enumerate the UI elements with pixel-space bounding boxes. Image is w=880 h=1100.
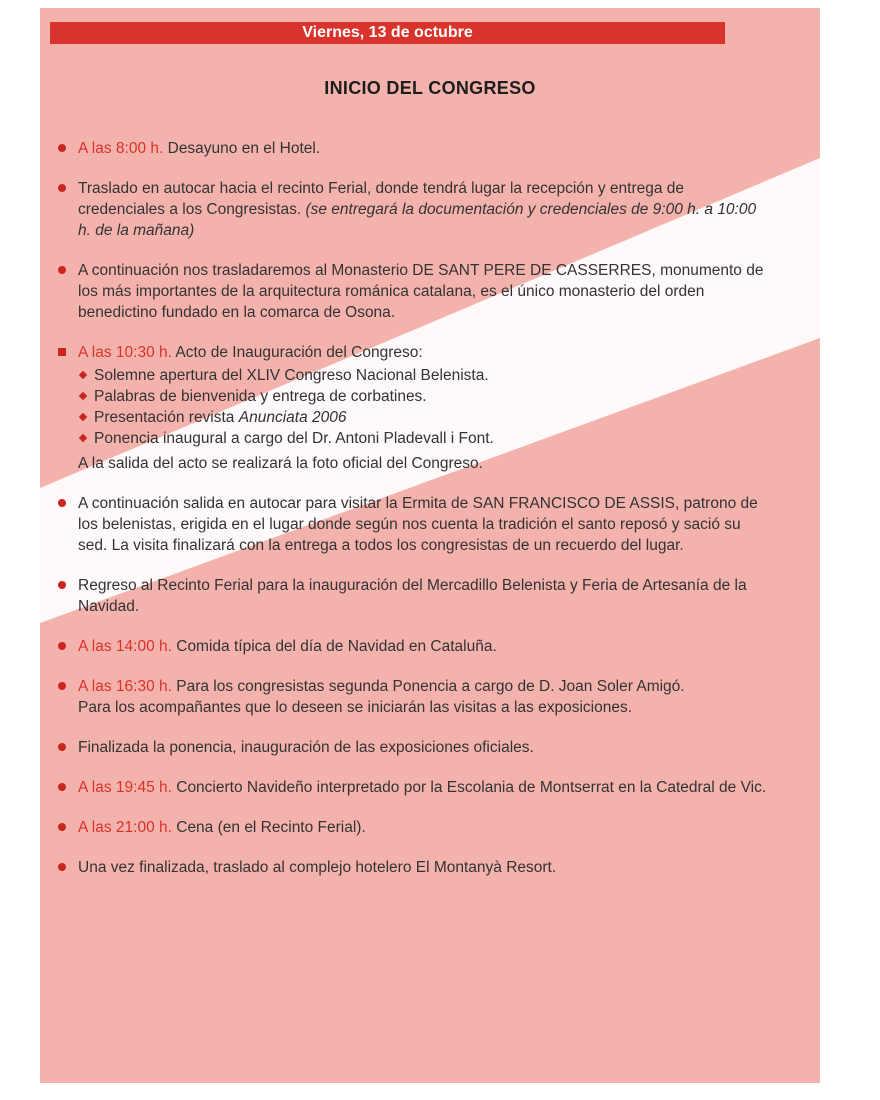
item-time: A las 16:30 h. xyxy=(78,678,172,695)
bullet-icon xyxy=(58,184,66,192)
list-item xyxy=(58,857,768,878)
bullet-icon xyxy=(58,783,66,791)
item-text: Finalizada la ponencia, inauguración de las exposiciones oficiales. xyxy=(78,739,534,756)
item-text: Cena (en el Recinto Ferial). xyxy=(171,819,366,836)
list-item xyxy=(58,260,768,323)
bullet-icon xyxy=(58,743,66,751)
date-banner: Viernes, 13 de octubre xyxy=(50,22,725,44)
bullet-icon xyxy=(58,682,66,690)
list-item xyxy=(58,636,768,657)
list-item xyxy=(58,817,768,838)
item-text: A continuación salida en autocar para visitar la Ermita de SAN FRANCISCO DE ASSIS, patrono de los belenistas, erigida en el lugar donde según nos cuenta la tradición el santo reposó y sació su sed. La visita finalizará con la entrega a todos los congresistas de un recuerdo del lugar. xyxy=(78,495,758,554)
item-text: Concierto Navideño interpretado por la Escolania de Montserrat en la Catedral de Vic. xyxy=(171,779,767,796)
bullet-icon xyxy=(58,863,66,871)
bullet-icon xyxy=(58,823,66,831)
item-text: Acto de Inauguración del Congreso: xyxy=(171,344,423,361)
sub-item: Solemne apertura del XLIV Congreso Nacional Belenista. xyxy=(78,365,768,386)
list-item xyxy=(58,676,768,718)
sub-item: Presentación revista Anunciata 2006 xyxy=(78,407,768,428)
item-after-text: A la salida del acto se realizará la foto oficial del Congreso. xyxy=(78,455,483,472)
item-text: Para los congresistas segunda Ponencia a cargo de D. Joan Soler Amigó. xyxy=(171,678,685,695)
item-text: Una vez finalizada, traslado al complejo hotelero El Montanyà Resort. xyxy=(78,859,557,876)
schedule-list xyxy=(58,138,768,897)
diamond-bullet-icon xyxy=(79,413,87,421)
item-text: Desayuno en el Hotel. xyxy=(163,140,321,157)
bullet-icon xyxy=(58,642,66,650)
diamond-bullet-icon xyxy=(79,371,87,379)
sub-item: Palabras de bienvenida y entrega de corbatines. xyxy=(78,386,768,407)
program-sheet xyxy=(40,8,820,1083)
list-item xyxy=(58,737,768,758)
item-note: (se entregará la documentación y credenciales de 9:00 h. a 10:00 h. de la mañana) xyxy=(78,201,757,239)
item-text: Traslado en autocar hacia el recinto Ferial, donde tendrá lugar la recepción y entrega de credenciales a los Congresistas. xyxy=(78,180,685,218)
item-time: A las 19:45 h. xyxy=(78,779,172,796)
item-time: A las 21:00 h. xyxy=(78,819,172,836)
sub-list xyxy=(78,365,768,449)
bullet-icon xyxy=(58,581,66,589)
list-item xyxy=(58,178,768,241)
sub-item: Ponencia inaugural a cargo del Dr. Antoni Pladevall i Font. xyxy=(78,428,768,449)
page-title: INICIO DEL CONGRESO xyxy=(324,78,536,98)
list-item xyxy=(58,575,768,617)
bullet-icon xyxy=(58,266,66,274)
item-time: A las 8:00 h. xyxy=(78,140,164,157)
diamond-bullet-icon xyxy=(79,434,87,442)
item-text: Regreso al Recinto Ferial para la inauguración del Mercadillo Belenista y Feria de Artesanía de la Navidad. xyxy=(78,577,747,615)
item-text: Comida típica del día de Navidad en Cataluña. xyxy=(171,638,497,655)
list-item xyxy=(58,777,768,798)
diamond-bullet-icon xyxy=(79,392,87,400)
bullet-icon xyxy=(58,348,66,356)
list-item xyxy=(58,138,768,159)
bullet-icon xyxy=(58,144,66,152)
list-item xyxy=(58,342,768,474)
item-extra-text: Para los acompañantes que lo deseen se iniciarán las visitas a las exposiciones. xyxy=(78,699,633,716)
item-text: A continuación nos trasladaremos al Monasterio DE SANT PERE DE CASSERRES, monumento de los más importantes de la arquitectura románica catalana, es el único monasterio del orden benedictino fundado en la comarca de Osona. xyxy=(78,262,764,321)
item-time: A las 10:30 h. xyxy=(78,344,172,361)
list-item xyxy=(58,493,768,556)
bullet-icon xyxy=(58,499,66,507)
item-time: A las 14:00 h. xyxy=(78,638,172,655)
